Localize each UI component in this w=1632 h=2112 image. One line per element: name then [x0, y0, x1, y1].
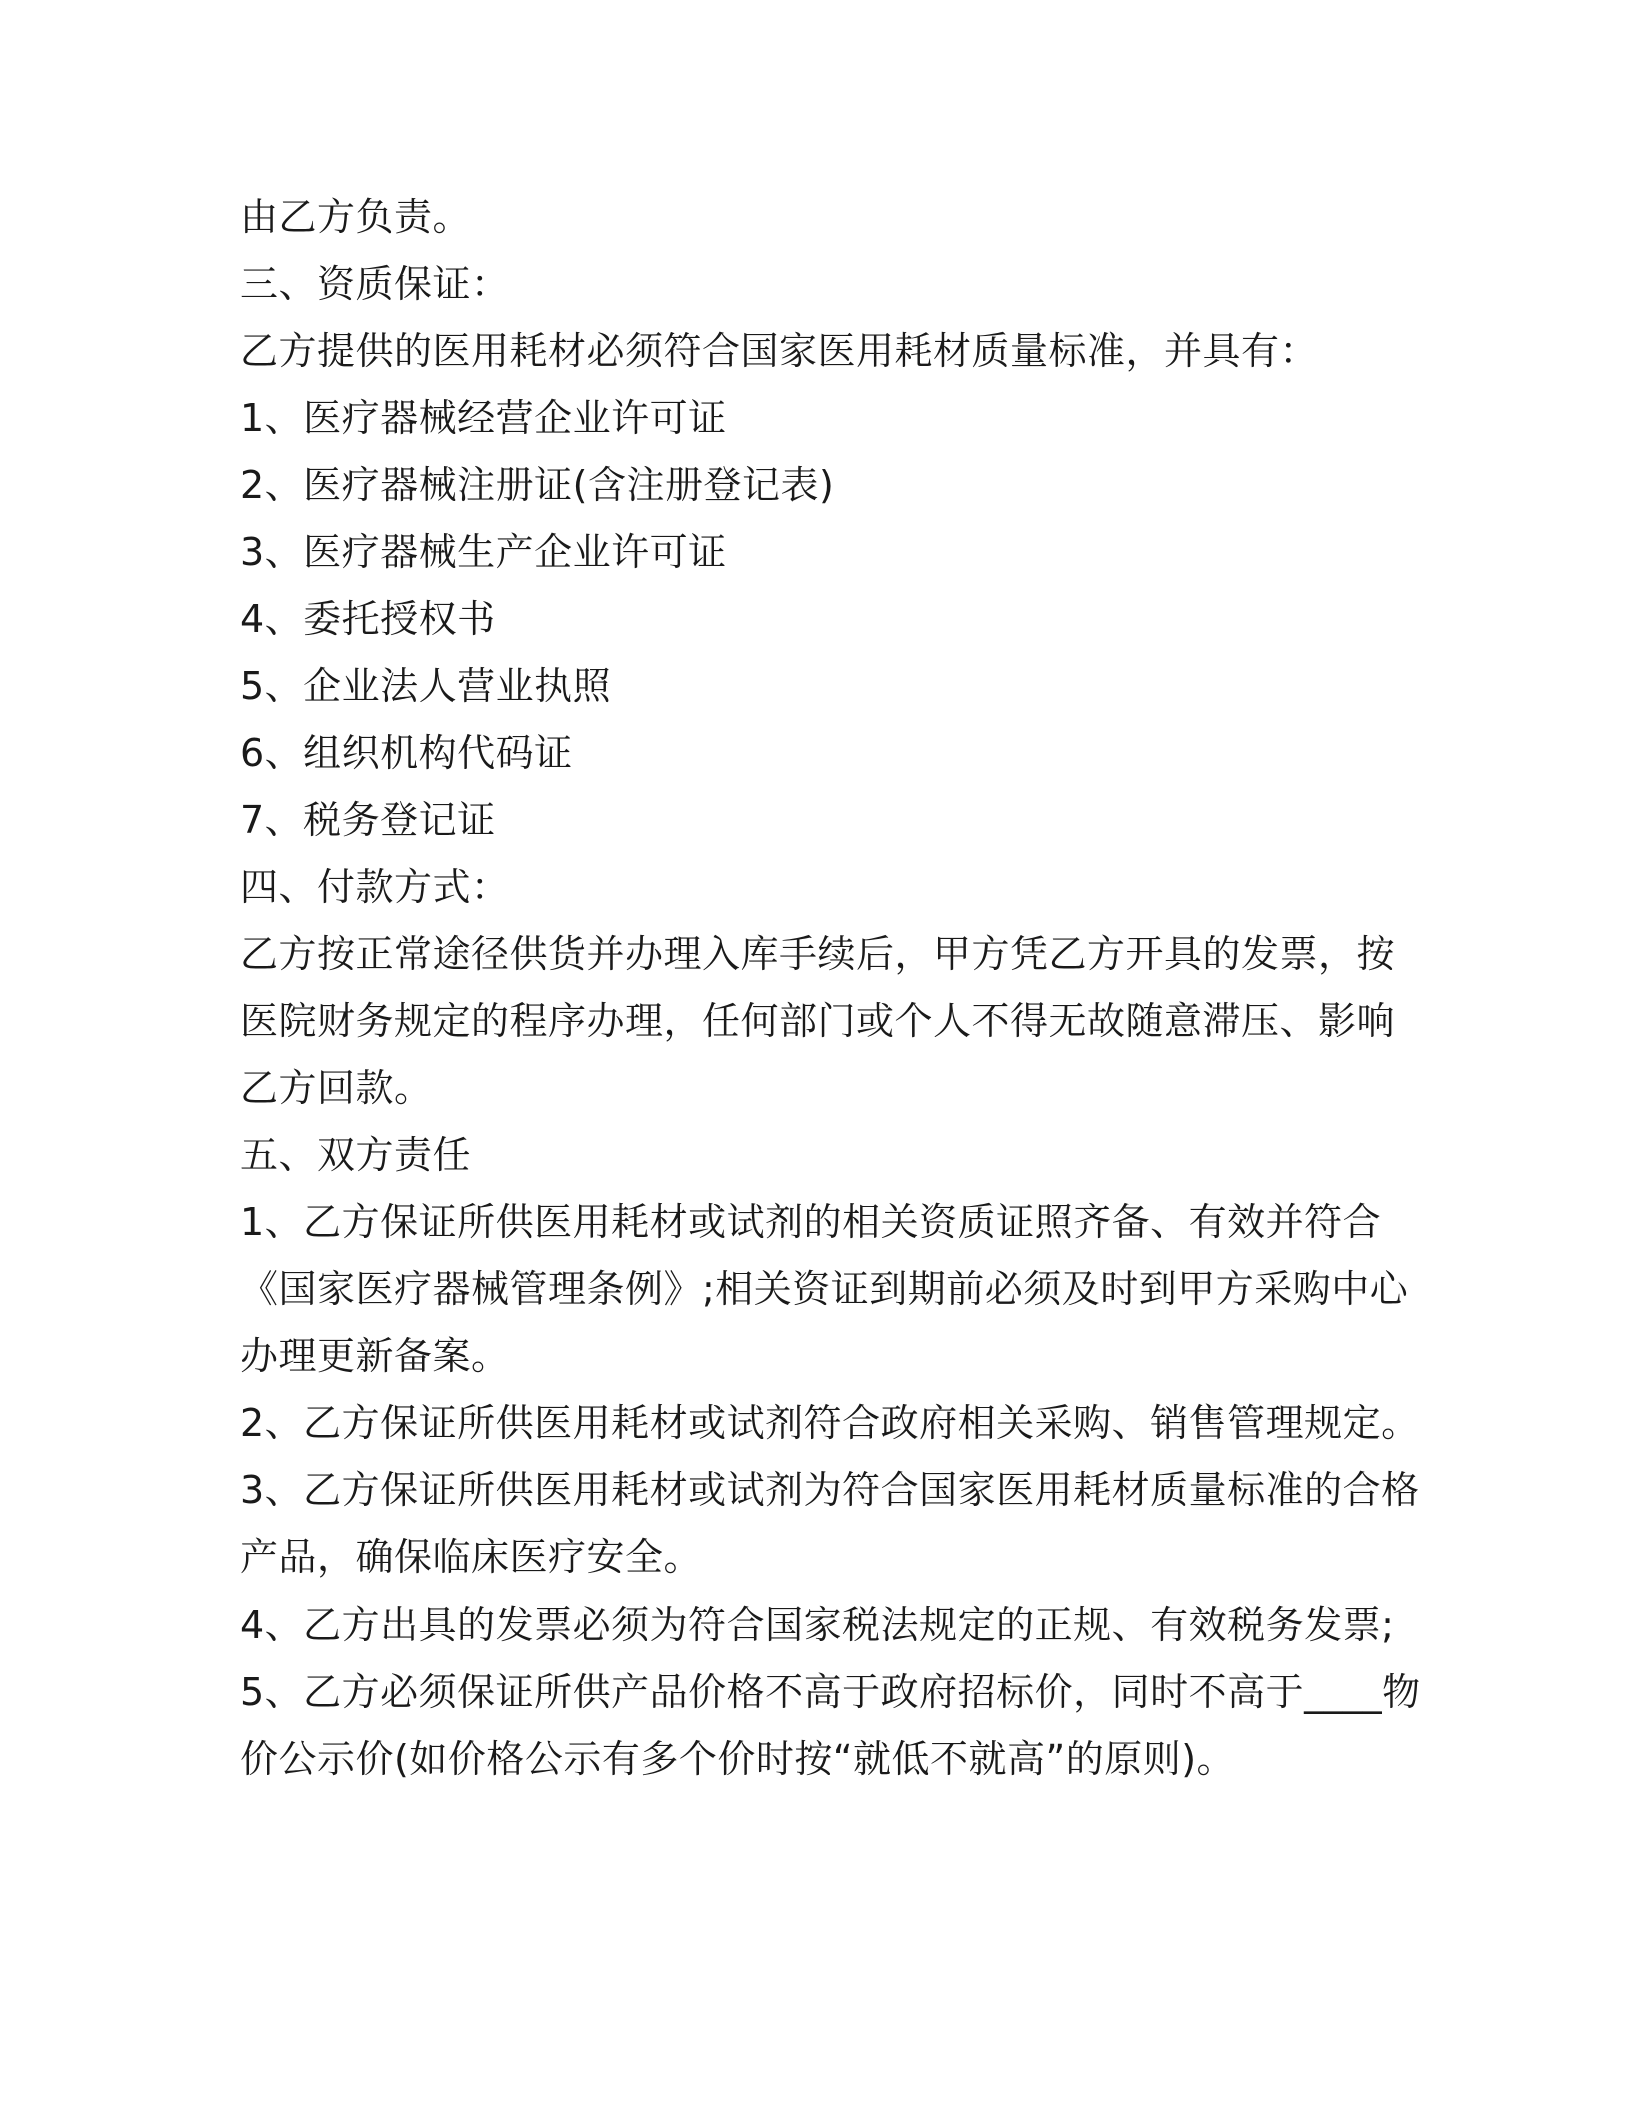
section-heading: 五、双方责任 [240, 1133, 472, 1177]
text-line: 医院财务规定的程序办理，任何部门或个人不得无故随意滞压、影响 [240, 999, 1396, 1043]
text-line: 价公示价(如价格公示有多个价时按“就低不就高”的原则)。 [240, 1737, 1236, 1781]
list-item: 7、税务登记证 [240, 798, 496, 842]
text-line: 产品，确保临床医疗安全。 [240, 1535, 703, 1579]
text-line: 办理更新备案。 [240, 1334, 510, 1378]
section-heading: 四、付款方式： [240, 865, 510, 909]
text-line: 乙方提供的医用耗材必须符合国家医用耗材质量标准，并具有： [240, 329, 1319, 373]
list-item: 1、乙方保证所供医用耗材或试剂的相关资质证照齐备、有效并符合 [240, 1200, 1382, 1244]
list-item: 5、企业法人营业执照 [240, 664, 612, 708]
list-item: 6、组织机构代码证 [240, 731, 573, 775]
list-item: 3、乙方保证所供医用耗材或试剂为符合国家医用耗材质量标准的合格 [240, 1468, 1420, 1512]
list-item: 1、医疗器械经营企业许可证 [240, 396, 727, 440]
list-item: 3、医疗器械生产企业许可证 [240, 530, 727, 574]
text-line: 乙方回款。 [240, 1066, 433, 1110]
list-item: 2、医疗器械注册证(含注册登记表) [240, 463, 835, 507]
text-line: 《国家医疗器械管理条例》;相关资证到期前必须及时到甲方采购中心 [240, 1267, 1409, 1311]
list-item: 4、委托授权书 [240, 597, 496, 641]
section-heading: 三、资质保证： [240, 262, 510, 306]
list-item: 4、乙方出具的发票必须为符合国家税法规定的正规、有效税务发票; [240, 1603, 1395, 1647]
list-item: 5、乙方必须保证所供产品价格不高于政府招标价，同时不高于____物 [240, 1670, 1421, 1714]
text-line: 乙方按正常途径供货并办理入库手续后，甲方凭乙方开具的发票，按 [240, 932, 1396, 976]
list-item: 2、乙方保证所供医用耗材或试剂符合政府相关采购、销售管理规定。 [240, 1401, 1420, 1445]
text-line: 由乙方负责。 [240, 195, 472, 239]
